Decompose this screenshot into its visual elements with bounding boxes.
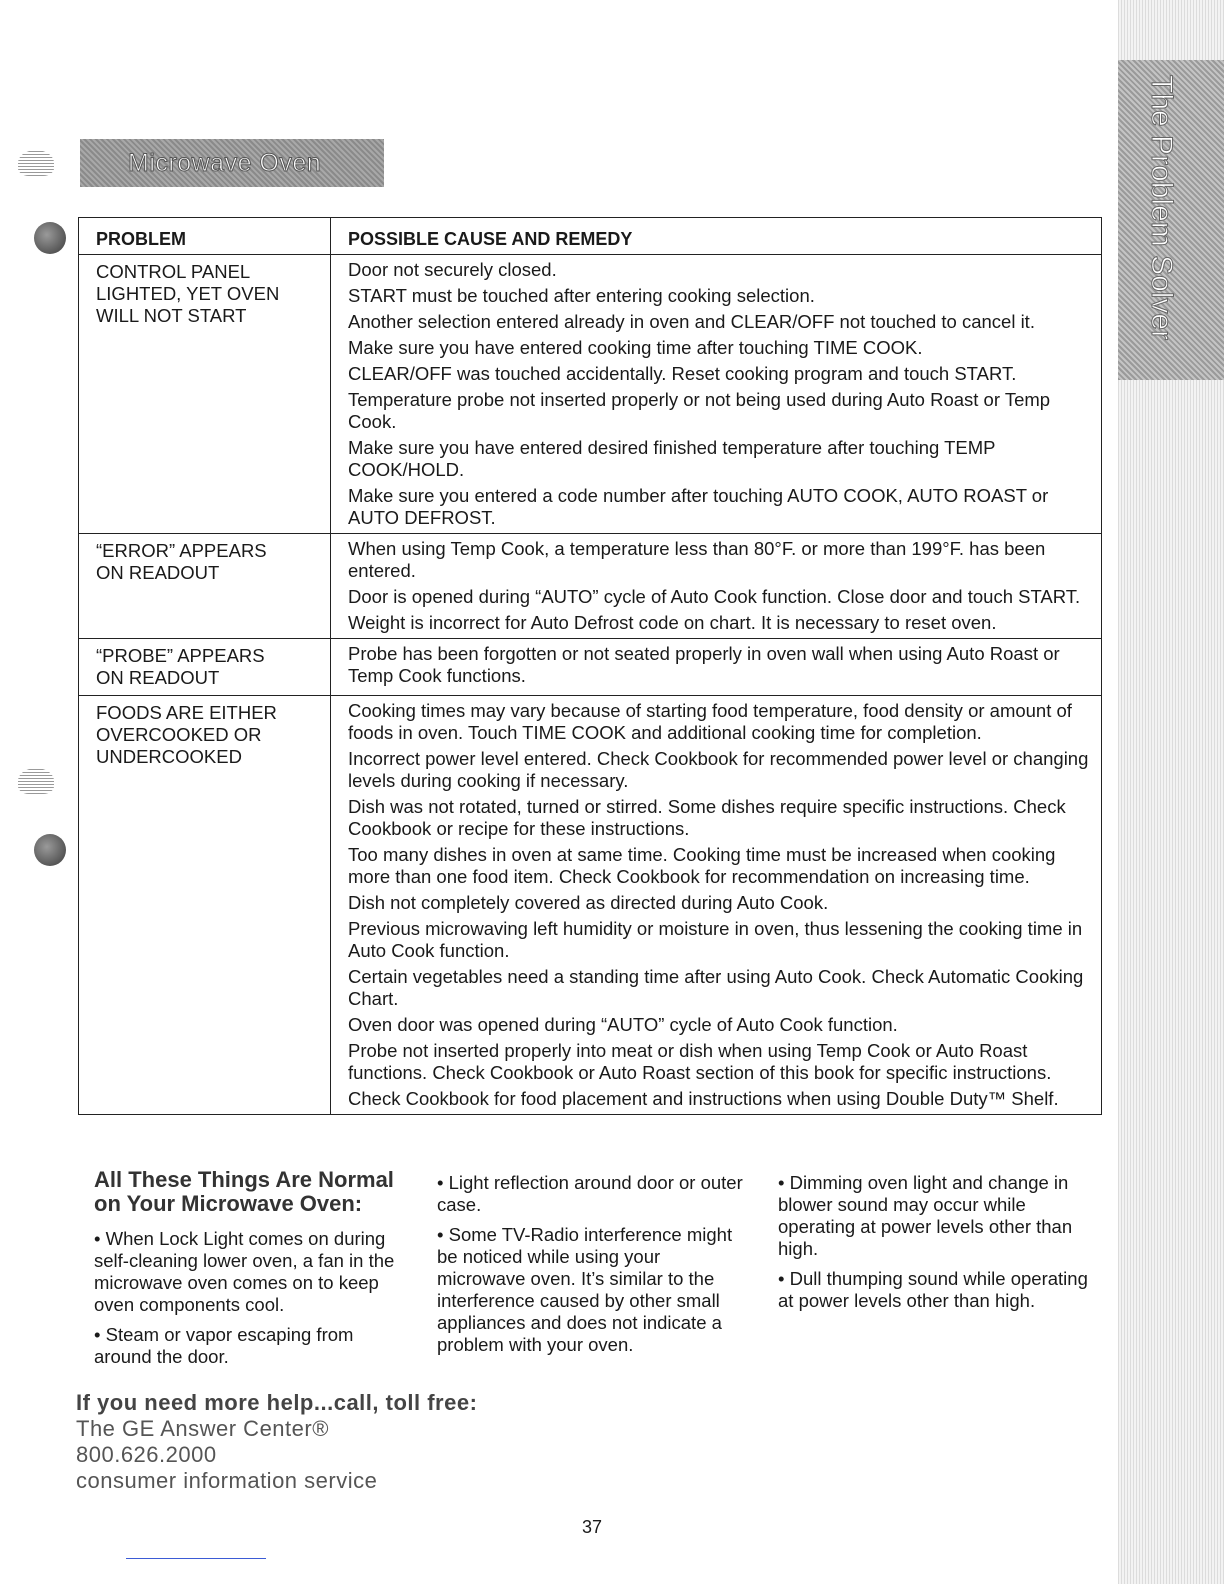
problem-line: LIGHTED, YET OVEN — [96, 283, 280, 304]
causes-cell — [331, 639, 1102, 696]
problem-cell — [79, 255, 331, 534]
problem-line: WILL NOT START — [96, 305, 247, 326]
side-tab-label: The Problem Solver — [1145, 75, 1178, 341]
side-tab — [1118, 0, 1224, 1584]
normal-heading-line: All These Things Are Normal — [94, 1167, 394, 1192]
cause-item: Dish was not rotated, turned or stirred. Some dishes require specific instructions. Check Cookbook or recipe for these instructions. — [348, 796, 1066, 839]
troubleshooting-table — [78, 217, 1102, 1115]
table-header-row — [79, 218, 1102, 255]
cause-item: Dish not completely covered as directed during Auto Cook. — [348, 892, 829, 913]
header-cause: POSSIBLE CAUSE AND REMEDY — [331, 218, 1102, 255]
normal-item: • Steam or vapor escaping from around the door. — [94, 1324, 354, 1367]
binder-hole-middle — [34, 834, 66, 866]
cause-item: Weight is incorrect for Auto Defrost code on chart. It is necessary to reset oven. — [348, 612, 997, 633]
cause-item: Door is opened during “AUTO” cycle of Auto Cook function. Close door and touch START. — [348, 586, 1081, 607]
cause-item: Cooking times may vary because of starting food temperature, food density or amount of foods in oven. Touch TIME COOK and additional cooking time for completion. — [348, 700, 1072, 743]
problem-line: OVERCOOKED OR — [96, 724, 262, 745]
footer-rule — [126, 1558, 266, 1559]
normal-item: • Dimming oven light and change in blower sound may occur while operating at power levels other than high. — [778, 1172, 1073, 1259]
normal-column-1 — [94, 1168, 404, 1376]
binder-mark-top — [18, 150, 54, 176]
normal-item: • When Lock Light comes on during self-cleaning lower oven, a fan in the microwave oven comes on to keep oven components cool. — [94, 1228, 395, 1315]
causes-cell — [331, 534, 1102, 639]
answer-center: The GE Answer Center® — [76, 1416, 329, 1441]
help-heading: If you need more help...call, toll free: — [76, 1390, 478, 1415]
problem-line: ON READOUT — [96, 667, 220, 688]
problem-line: ON READOUT — [96, 562, 220, 583]
cause-item: Too many dishes in oven at same time. Cooking time must be increased when cooking more than one food item. Check Cookbook for recommendation on increasing time. — [348, 844, 1056, 887]
cause-item: START must be touched after entering cooking selection. — [348, 285, 815, 306]
cause-item: Check Cookbook for food placement and instructions when using Double Duty™ Shelf. — [348, 1088, 1059, 1109]
cause-item: Incorrect power level entered. Check Cookbook for recommended power level or changing levels during cooking if necessary. — [348, 748, 1089, 791]
table-row — [79, 639, 1102, 696]
section-title: Microwave Oven — [128, 148, 322, 177]
normal-item: • Dull thumping sound while operating at power levels other than high. — [778, 1268, 1088, 1311]
cause-item: Oven door was opened during “AUTO” cycle of Auto Cook function. — [348, 1014, 898, 1035]
problem-cell — [79, 639, 331, 696]
problem-line: FOODS ARE EITHER — [96, 702, 277, 723]
problem-line: CONTROL PANEL — [96, 261, 251, 282]
binder-mark-middle — [18, 768, 54, 794]
cause-item: Probe not inserted properly into meat or dish when using Temp Cook or Auto Roast functions. Check Cookbook or Auto Roast section of this book for specific instructions. — [348, 1040, 1052, 1083]
cause-item: Make sure you entered a code number after touching AUTO COOK, AUTO ROAST or AUTO DEFROST. — [348, 485, 1049, 528]
cause-item: Temperature probe not inserted properly or not being used during Auto Roast or Temp Cook. — [348, 389, 1051, 432]
header-problem: PROBLEM — [79, 218, 331, 255]
table-row — [79, 255, 1102, 534]
help-block — [76, 1390, 477, 1494]
normal-heading-line: on Your Microwave Oven: — [94, 1191, 363, 1216]
table-row — [79, 696, 1102, 1115]
normal-heading — [94, 1168, 404, 1216]
normal-item: • Light reflection around door or outer case. — [437, 1172, 743, 1215]
normal-item: • Some TV-Radio interference might be noticed while using your microwave oven. It’s similar to the interference caused by other small appliances and does not indicate a problem with your oven. — [437, 1224, 733, 1355]
page-number: 37 — [581, 1517, 603, 1537]
cause-item: Probe has been forgotten or not seated properly in oven wall when using Auto Roast or Temp Cook functions. — [348, 643, 1060, 686]
cause-item: Previous microwaving left humidity or moisture in oven, thus lessening the cooking time in Auto Cook function. — [348, 918, 1083, 961]
service-name: consumer information service — [76, 1468, 378, 1493]
problem-cell — [79, 696, 331, 1115]
phone-number: 800.626.2000 — [76, 1442, 217, 1467]
problem-cell — [79, 534, 331, 639]
normal-column-3 — [778, 1172, 1088, 1320]
problem-line: “ERROR” APPEARS — [96, 540, 267, 561]
cause-item: Make sure you have entered desired finished temperature after touching TEMP COOK/HOLD. — [348, 437, 996, 480]
problem-line: “PROBE” APPEARS — [96, 645, 265, 666]
cause-item: Door not securely closed. — [348, 259, 557, 280]
causes-cell — [331, 255, 1102, 534]
table-row — [79, 534, 1102, 639]
cause-item: CLEAR/OFF was touched accidentally. Reset cooking program and touch START. — [348, 363, 1017, 384]
problem-line: UNDERCOOKED — [96, 746, 242, 767]
cause-item: Certain vegetables need a standing time after using Auto Cook. Check Automatic Cooking Chart. — [348, 966, 1084, 1009]
causes-cell — [331, 696, 1102, 1115]
cause-item: When using Temp Cook, a temperature less than 80°F. or more than 199°F. has been entered. — [348, 538, 1046, 581]
normal-column-2 — [437, 1172, 747, 1364]
cause-item: Make sure you have entered cooking time after touching TIME COOK. — [348, 337, 923, 358]
binder-hole-top — [34, 222, 66, 254]
cause-item: Another selection entered already in oven and CLEAR/OFF not touched to cancel it. — [348, 311, 1035, 332]
section-header — [80, 139, 384, 187]
